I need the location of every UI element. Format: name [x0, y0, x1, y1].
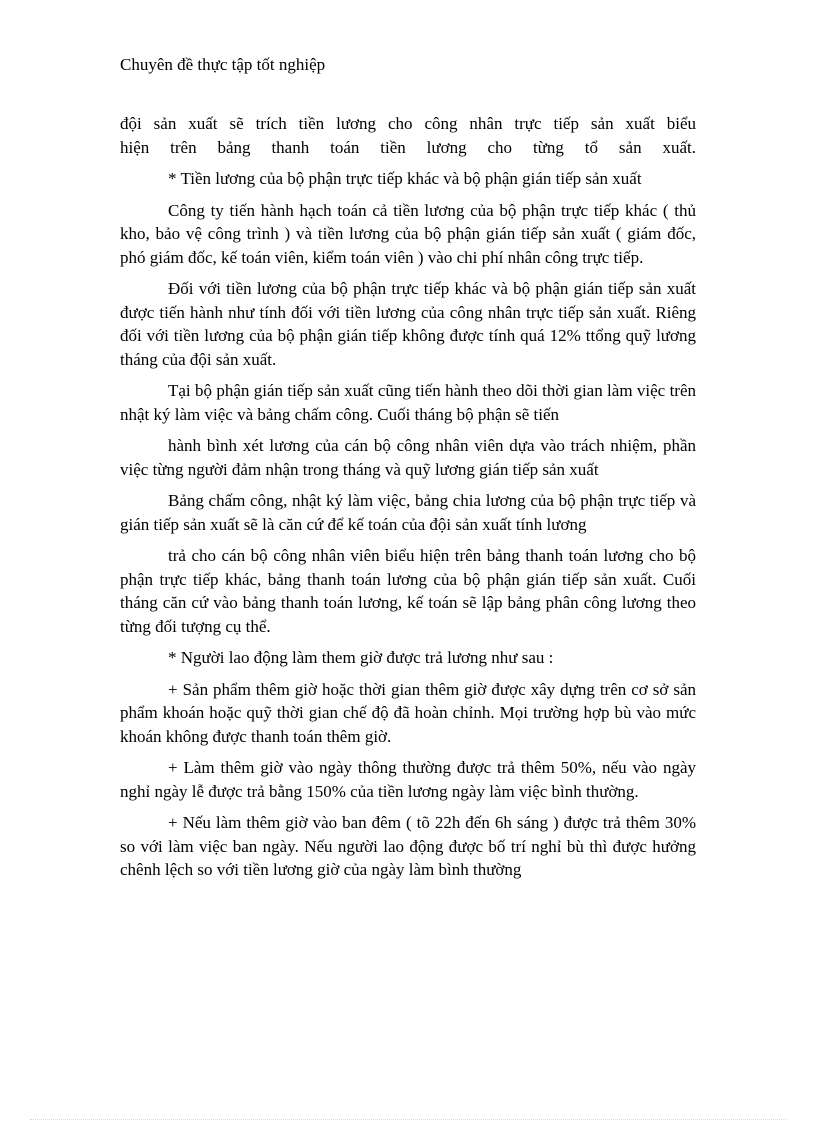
paragraph-1-line-2: hiện trên bảng thanh toán tiền lương cho từng tổ sản xuất.	[120, 137, 696, 157]
paragraph-10: + Sản phẩm thêm giờ hoặc thời gian thêm giờ được xây dựng trên cơ sở sản phẩm khoán hoặc quỹ thời gian chế độ đã hoàn chỉnh. Mọi trường hợp bù vào mức khoán không được thanh toán thêm giờ.	[120, 679, 696, 746]
paragraph-2: * Tiền lương của bộ phận trực tiếp khác và bộ phận gián tiếp sản xuất	[168, 169, 642, 188]
paragraph-7: Bảng chấm công, nhật ký làm việc, bảng chia lương của bộ phận trực tiếp và gián tiếp sản xuất sẽ là căn cứ để kế toán của đội sản xuất tính lương	[120, 491, 696, 534]
paragraph-5: Tại bộ phận gián tiếp sản xuất cũng tiến hành theo dõi thời gian làm việc trên nhật ký làm việc và bảng chấm công. Cuối tháng bộ phận sẽ tiến	[120, 381, 696, 424]
paragraph-3: Công ty tiến hành hạch toán cả tiền lương của bộ phận trực tiếp khác ( thủ kho, bảo vệ công trình ) và tiền lương của bộ phận gián tiếp sản xuất ( giám đốc, phó giám đốc, kế toán viên, kiểm toán viên ) vào chi phí nhân công trực tiếp.	[120, 200, 696, 267]
paragraph-1	[120, 112, 696, 159]
paragraph-8: trả cho cán bộ công nhân viên biểu hiện trên bảng thanh toán lương cho bộ phận trực tiếp khác, bảng thanh toán lương của bộ phận gián tiếp sản xuất. Cuối tháng căn cứ vào bảng thanh toán lương, kế toán sẽ lập bảng phân công lương theo từng đối tượng cụ thể.	[120, 546, 696, 636]
paragraph-1-line-1: đội sản xuất sẽ trích tiền lương cho công nhân trực tiếp sản xuất biểu	[120, 114, 696, 133]
paragraph-11: + Làm thêm giờ vào ngày thông thường được trả thêm 50%, nếu vào ngày nghỉ ngày lễ được trả bằng 150% của tiền lương ngày làm việc bình thường.	[120, 758, 696, 801]
page-bottom-divider	[30, 1119, 786, 1120]
paragraph-4: Đối với tiền lương của bộ phận trực tiếp khác và bộ phận gián tiếp sản xuất được tiến hành như tính đối với tiền lương của công nhân trực tiếp sản xuất. Riêng đối với tiền lương của bộ phận gián tiếp không được tính quá 12% ttổng quỹ lương tháng của đội sản xuất.	[120, 279, 696, 369]
paragraph-6: hành bình xét lương của cán bộ công nhân viên dựa vào trách nhiệm, phần việc từng người đảm nhận trong tháng và quỹ lương gián tiếp sản xuất	[120, 436, 696, 479]
page-header: Chuyên đề thực tập tốt nghiệp	[120, 55, 326, 74]
paragraph-12: + Nếu làm thêm giờ vào ban đêm ( tõ 22h đến 6h sáng ) được trả thêm 30% so với làm việc ban ngày. Nếu người lao động được bố trí nghỉ bù thì được hưởng chênh lệch so với tiền lương giờ của ngày làm bình thường	[120, 813, 696, 879]
paragraph-9: * Người lao động làm them giờ được trả lương như sau :	[168, 648, 554, 667]
document-body	[120, 112, 696, 890]
